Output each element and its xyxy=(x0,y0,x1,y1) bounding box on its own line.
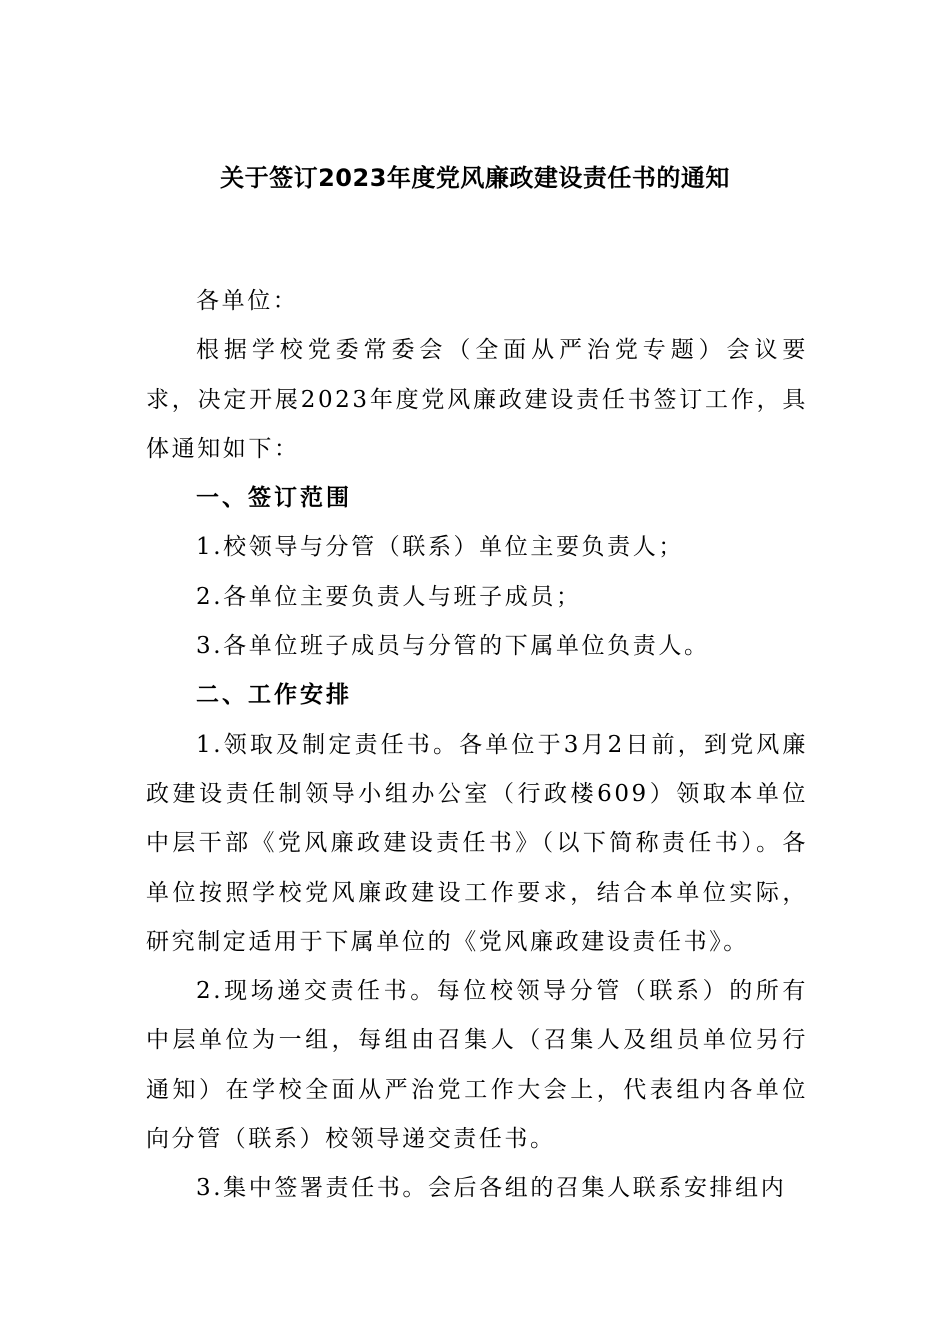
salutation: 各单位： xyxy=(196,288,299,314)
arrangement-paragraph: 1.领取及制定责任书。各单位于3月2日前，到党风廉政建设责任制领导小组办公室（行政楼609）领取本单位中层干部《党风廉政建设责任书》（以下简称责任书）。各单位按照学校党风廉政建设工作要求，结合本单位实际，研究制定适用于下属单位的《党风廉政建设责任书》。 xyxy=(146,731,808,955)
arrangement-paragraph: 2.现场递交责任书。每位校领导分管（联系）的所有中层单位为一组，每组由召集人（召集人及组员单位另行通知）在学校全面从严治党工作大会上，代表组内各单位向分管（联系）校领导递交责任书。 xyxy=(146,978,808,1153)
document-body xyxy=(146,277,808,1214)
section-heading-scope: 一、签订范围 xyxy=(196,485,352,512)
scope-item: 3.各单位班子成员与分管的下属单位负责人。 xyxy=(196,633,710,660)
document-title: 关于签订2023年度党风廉政建设责任书的通知 xyxy=(220,164,730,192)
scope-item: 2.各单位主要负责人与班子成员； xyxy=(196,583,582,610)
arrangement-paragraph: 3.集中签署责任书。会后各组的召集人联系安排组内 xyxy=(196,1175,787,1202)
scope-item: 1.校领导与分管（联系）单位主要负责人； xyxy=(196,534,684,561)
section-heading-arrangement: 二、工作安排 xyxy=(196,682,352,709)
intro-paragraph: 根据学校党委常委会（全面从严治党专题）会议要求，决定开展2023年度党风廉政建设责任书签订工作，具体通知如下： xyxy=(146,337,808,462)
